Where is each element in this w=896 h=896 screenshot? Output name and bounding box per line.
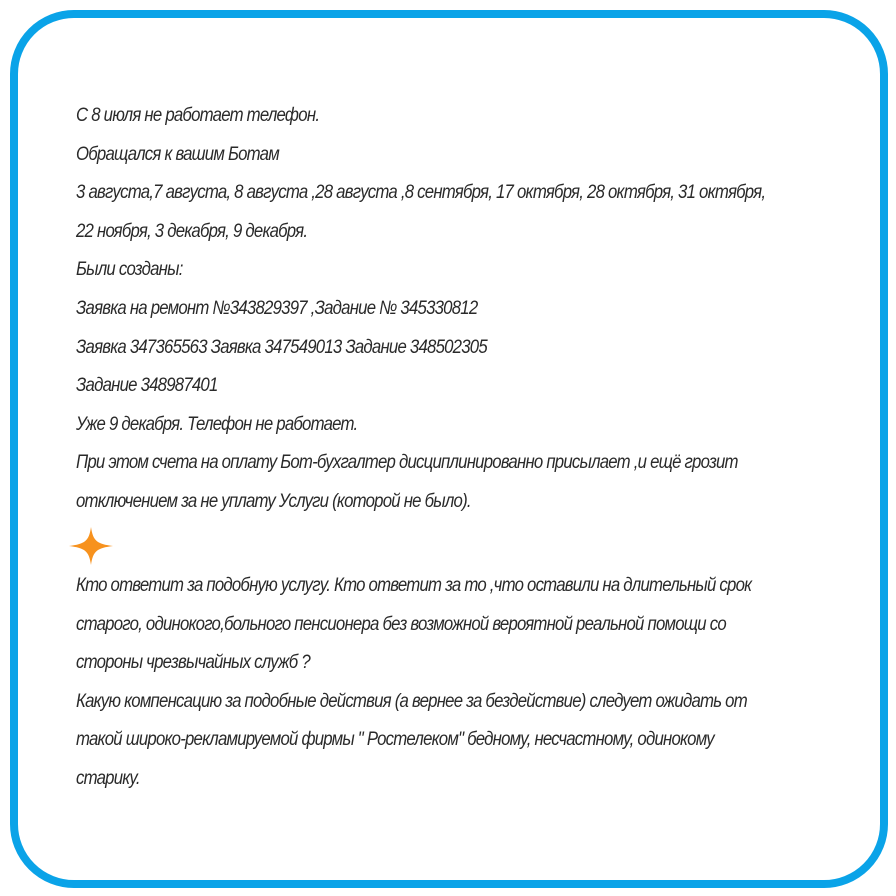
sparkle-icon bbox=[67, 525, 115, 567]
message-text-bottom bbox=[76, 566, 752, 798]
message-line: Были созданы: bbox=[76, 258, 183, 281]
message-line: Задание 348987401 bbox=[76, 374, 218, 397]
message-line: старого, одинокого,больного пенсионера без возможной вероятной реальной помощи со bbox=[76, 612, 726, 635]
message-line: такой широко-рекламируемой фирмы " Ростелеком" бедному, несчастному, одинокому bbox=[76, 728, 714, 751]
message-line: отключением за не уплату Услуги (которой не было). bbox=[76, 489, 471, 512]
message-line: Заявка 347365563 Заявка 347549013 Задание 348502305 bbox=[76, 335, 487, 358]
message-line: Уже 9 декабря. Телефон не работает. bbox=[76, 412, 358, 435]
message-line: 3 августа,7 августа, 8 августа ,28 августа ,8 сентября, 17 октября, 28 октября, 31 октября, bbox=[76, 181, 766, 204]
message-line: старику. bbox=[76, 766, 140, 789]
message-line: стороны чрезвычайных служб ? bbox=[76, 651, 310, 674]
message-line: С 8 июля не работает телефон. bbox=[76, 104, 320, 126]
message-line: При этом счета на оплату Бот-бухгалтер дисциплинированно присылает ,и ещё грозит bbox=[76, 451, 738, 474]
message-text-top bbox=[76, 96, 766, 521]
message-line: Какую компенсацию за подобные действия (а вернее за бездействие) следует ожидать от bbox=[76, 689, 747, 712]
message-line: Кто ответит за подобную услугу. Кто ответит за то ,что оставили на длительный срок bbox=[76, 574, 752, 596]
message-line: Заявка на ремонт №343829397 ,Задание № 345330812 bbox=[76, 296, 478, 319]
message-line: Обращался к вашим Ботам bbox=[76, 142, 279, 165]
message-line: 22 ноября, 3 декабря, 9 декабря. bbox=[76, 219, 308, 242]
